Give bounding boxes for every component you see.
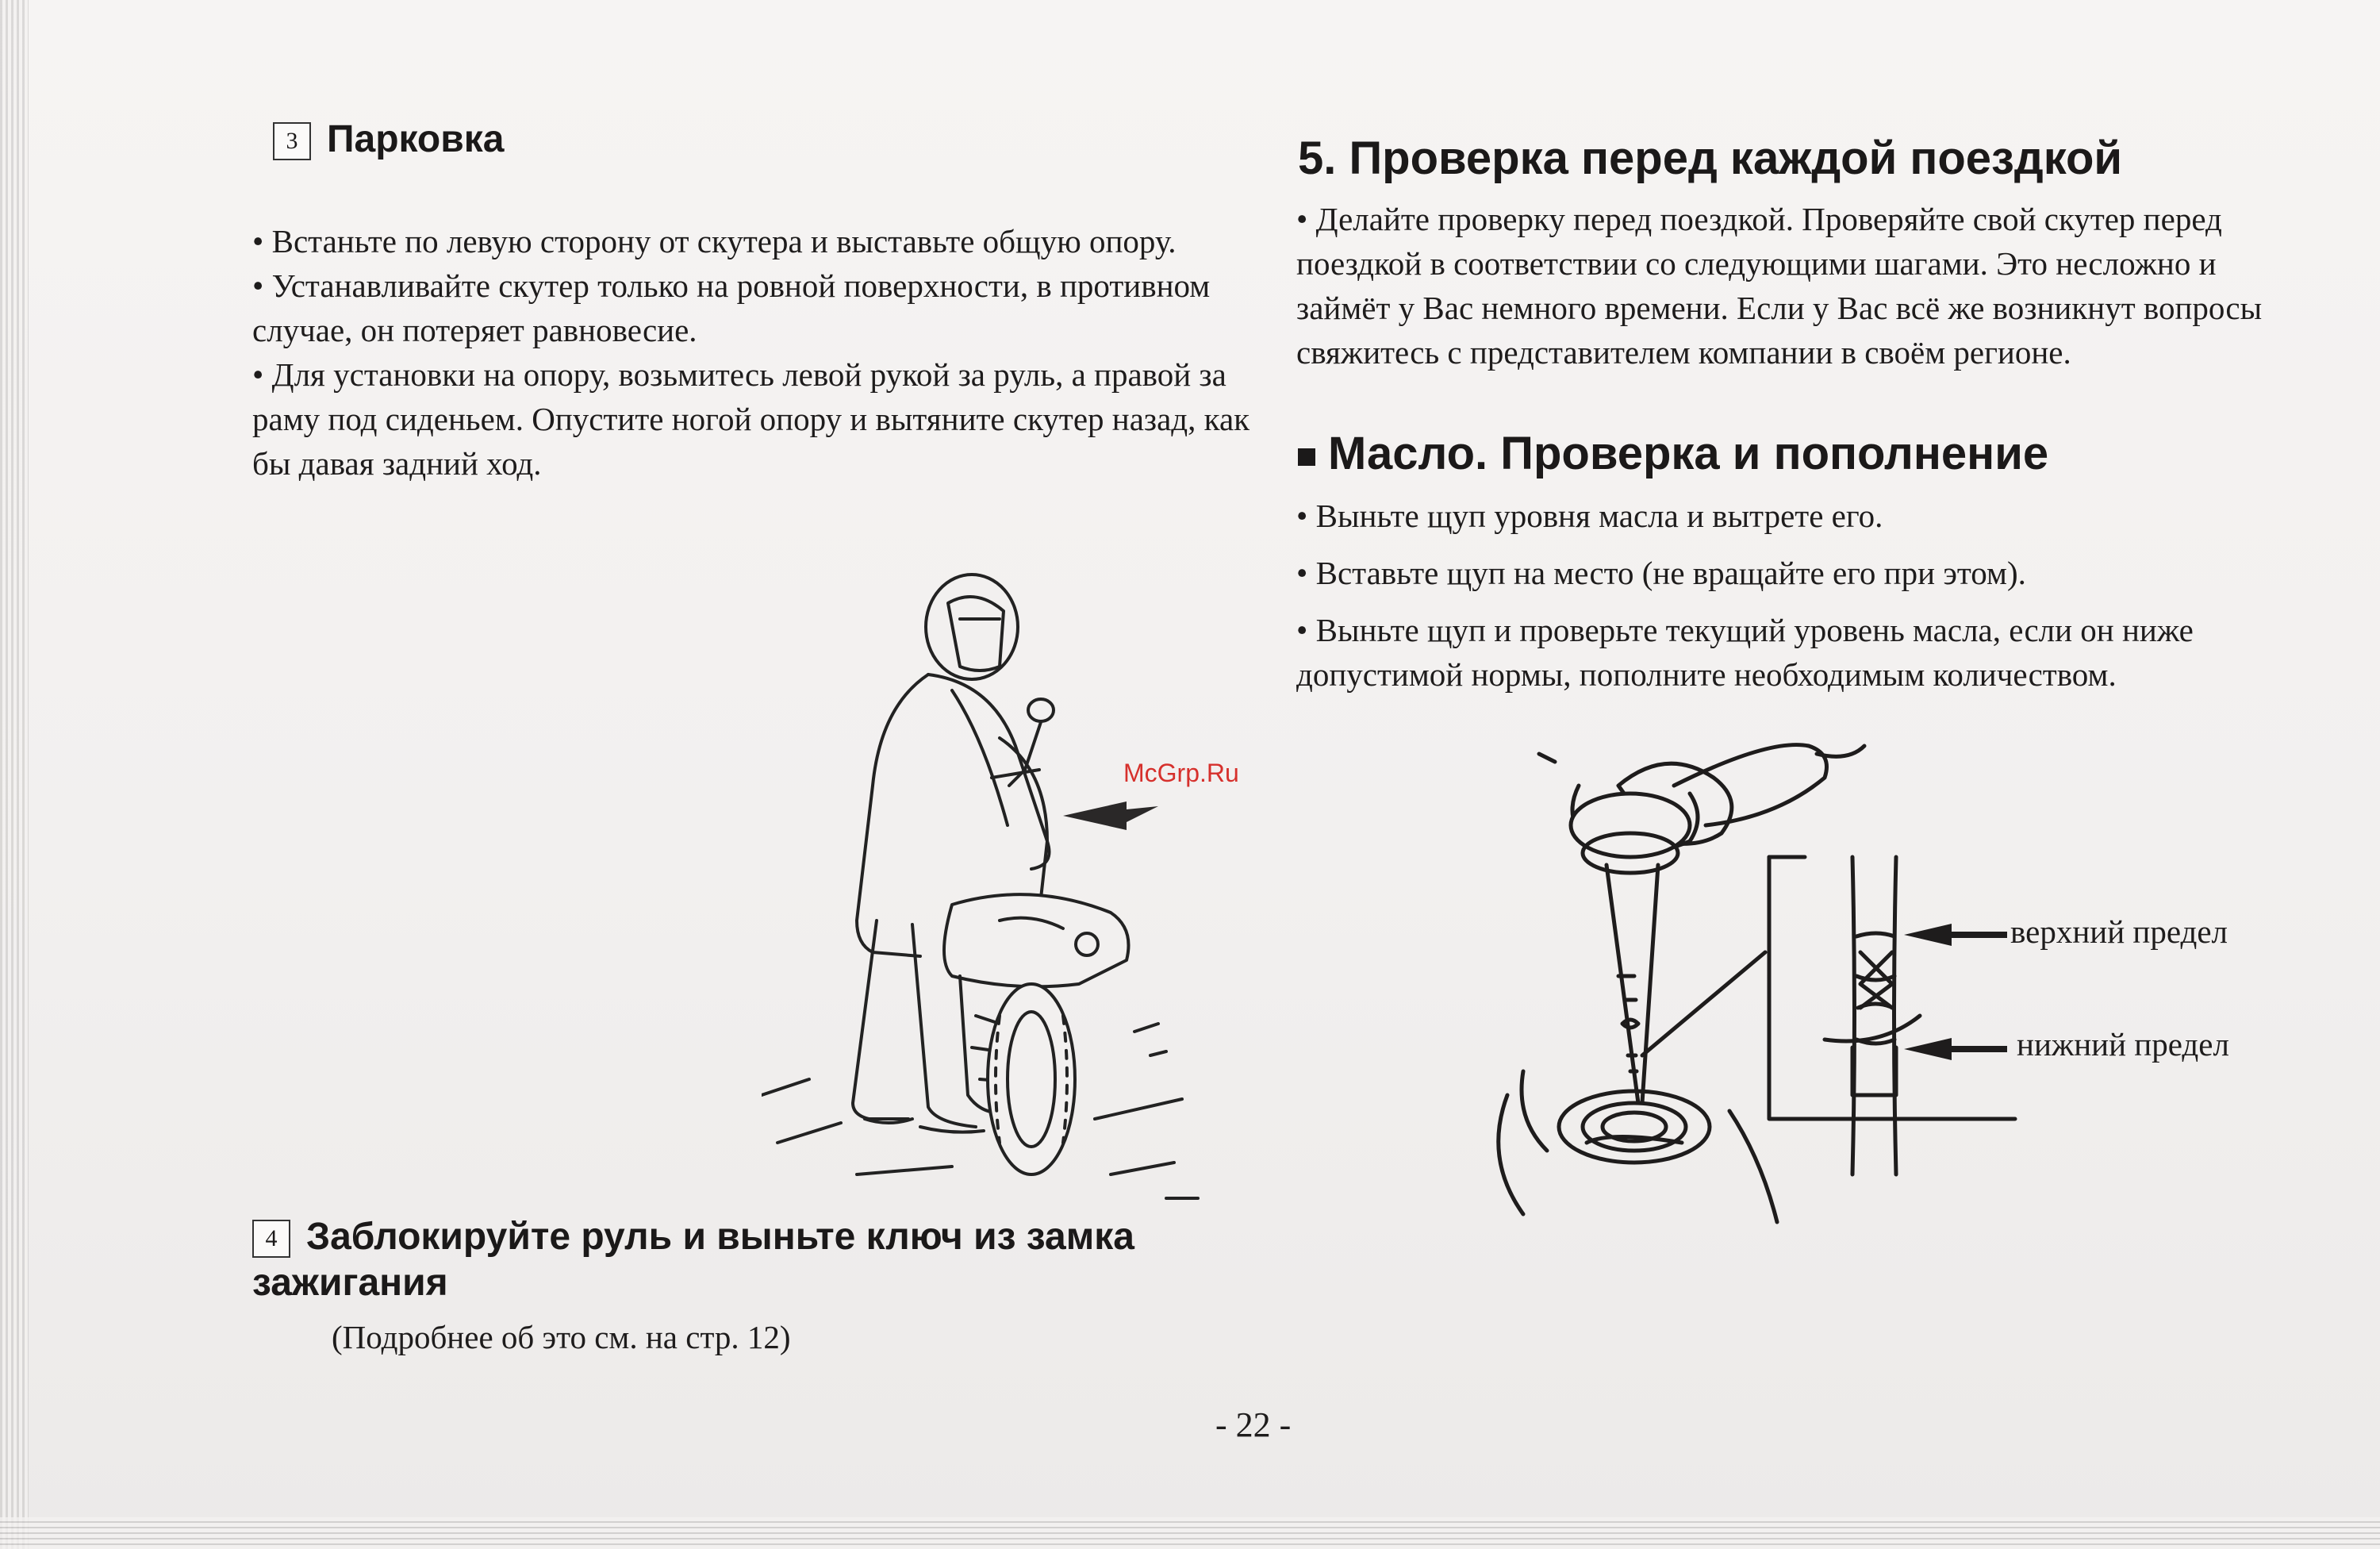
upper-limit-label: верхний предел bbox=[2010, 913, 2228, 950]
lock-note: (Подробнее об это см. на стр. 12) bbox=[332, 1319, 791, 1355]
lock-heading bbox=[252, 1214, 1204, 1306]
section-number-3: 3 bbox=[273, 122, 311, 160]
page-number: - 22 - bbox=[1215, 1405, 1292, 1444]
check-title: 5. Проверка перед каждой поездкой bbox=[1298, 133, 2123, 184]
oil-bullets bbox=[1296, 494, 2312, 697]
square-bullet-icon bbox=[1298, 448, 1315, 466]
parking-bullet-2: • Устанавливайте скутер только на ровной поверхности, в противном случае, он потеряет равновесие. bbox=[252, 267, 1211, 348]
oil-heading bbox=[1298, 427, 2048, 480]
parking-bullets bbox=[252, 219, 1284, 486]
oil-bullet-3: • Выньте щуп и проверьте текущий уровень масла, если он ниже допустимой нормы, пополните необходимым количеством. bbox=[1296, 612, 2194, 693]
parking-title: Парковка bbox=[327, 118, 505, 160]
scooter-parking-illustration bbox=[762, 571, 1206, 1222]
dipstick-illustration bbox=[1491, 738, 2031, 1230]
parking-bullet-3: • Для установки на опору, возьмитесь левой рукой за руль, а правой за раму под сиденьем. Опустите ногой опору и вытяните скутер назад, как бы давая задний ход. bbox=[252, 356, 1250, 482]
oil-bullet-2: • Вставьте щуп на место (не вращайте его при этом). bbox=[1296, 555, 2026, 591]
oil-title: Масло. Проверка и пополнение bbox=[1328, 428, 2049, 479]
check-bullet: • Делайте проверку перед поездкой. Проверяйте свой скутер перед поездкой в соответствии со следующими шагами. Это несложно и займёт у Вас немного времени. Если у Вас всё же возникнут вопросы свяжитесь с представителем компании в своём регионе. bbox=[1296, 201, 2263, 371]
oil-bullet-1: • Выньте щуп уровня масла и вытрете его. bbox=[1296, 498, 1883, 534]
watermark: McGrp.Ru bbox=[1123, 759, 1239, 787]
lower-limit-label: нижний предел bbox=[2017, 1026, 2229, 1063]
parking-bullet-1: • Встаньте по левую сторону от скутера и выставьте общую опору. bbox=[252, 223, 1177, 259]
lock-title: Заблокируйте руль и выньте ключ из замка зажигания bbox=[252, 1216, 1134, 1304]
parking-heading bbox=[273, 117, 504, 161]
section-number-4: 4 bbox=[252, 1220, 290, 1258]
